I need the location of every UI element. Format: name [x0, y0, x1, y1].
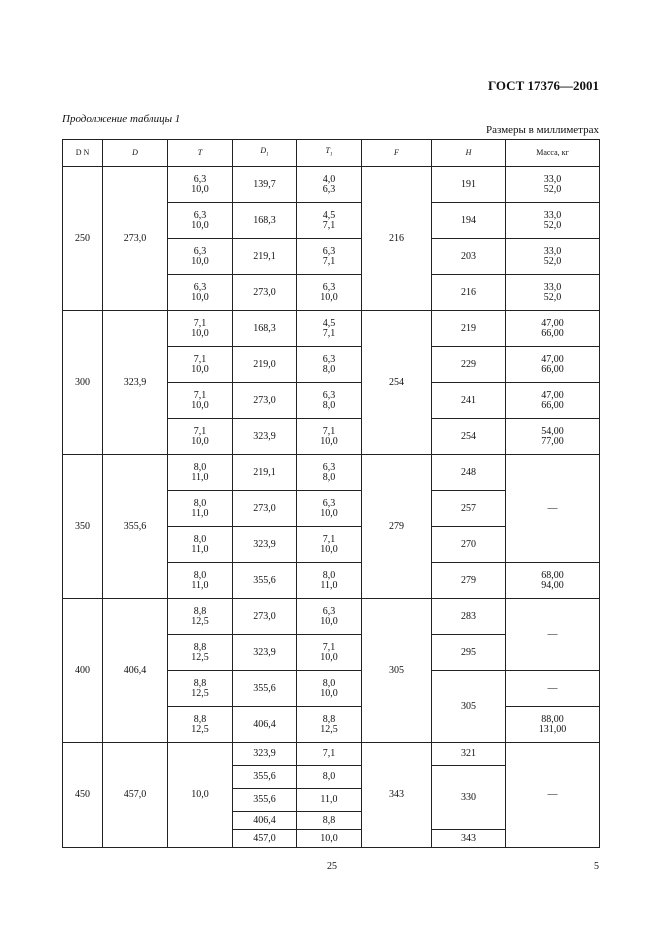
cell-t1: 7,1 10,0 — [297, 635, 362, 671]
cell-h: 219 — [432, 311, 506, 347]
cell-d1: 273,0 — [233, 491, 297, 527]
header-d1-sub: 1 — [266, 152, 269, 158]
cell-dn: 250 — [63, 167, 103, 311]
table-row — [63, 599, 600, 635]
header-row — [63, 140, 600, 167]
cell-d1: 273,0 — [233, 275, 297, 311]
cell-d1: 323,9 — [233, 743, 297, 766]
cell-d1: 273,0 — [233, 383, 297, 419]
cell-mass: 33,0 52,0 — [506, 239, 600, 275]
cell-t1: 6,3 10,0 — [297, 491, 362, 527]
cell-h: 241 — [432, 383, 506, 419]
cell-d: 457,0 — [103, 743, 168, 848]
cell-h: 229 — [432, 347, 506, 383]
cell-d1: 168,3 — [233, 311, 297, 347]
cell-d1: 273,0 — [233, 599, 297, 635]
cell-mass-dash: — — [506, 671, 600, 707]
cell-mass: 68,00 94,00 — [506, 563, 600, 599]
header-d: D — [103, 140, 168, 167]
cell-mass: 33,0 52,0 — [506, 203, 600, 239]
cell-d1: 168,3 — [233, 203, 297, 239]
cell-h: 216 — [432, 275, 506, 311]
cell-h: 295 — [432, 635, 506, 671]
header-t1-main: T — [325, 145, 330, 155]
cell-t: 6,3 10,0 — [168, 275, 233, 311]
cell-h: 270 — [432, 527, 506, 563]
table-row — [63, 311, 600, 347]
cell-h: 279 — [432, 563, 506, 599]
cell-t1: 4,5 7,1 — [297, 203, 362, 239]
cell-t: 6,3 10,0 — [168, 167, 233, 203]
page-number: 25 — [327, 861, 337, 872]
cell-dn: 400 — [63, 599, 103, 743]
cell-mass: 54,00 77,00 — [506, 419, 600, 455]
cell-t: 8,0 11,0 — [168, 527, 233, 563]
page-number-right: 5 — [594, 861, 599, 872]
cell-d1: 406,4 — [233, 812, 297, 830]
cell-h: 343 — [432, 830, 506, 848]
cell-dn: 350 — [63, 455, 103, 599]
cell-t1: 7,1 — [297, 743, 362, 766]
cell-mass: 88,00 131,00 — [506, 707, 600, 743]
cell-mass-dash: — — [506, 599, 600, 671]
cell-d1: 139,7 — [233, 167, 297, 203]
table-caption: Продолжение таблицы 1 — [62, 113, 181, 125]
cell-t: 7,1 10,0 — [168, 383, 233, 419]
cell-mass-dash: — — [506, 455, 600, 563]
cell-t1: 4,0 6,3 — [297, 167, 362, 203]
cell-d1: 457,0 — [233, 830, 297, 848]
standard-number: ГОСТ 17376—2001 — [487, 78, 599, 93]
cell-h: 248 — [432, 455, 506, 491]
cell-h: 283 — [432, 599, 506, 635]
table-row — [63, 167, 600, 203]
cell-t1: 7,1 10,0 — [297, 527, 362, 563]
cell-d1: 323,9 — [233, 419, 297, 455]
cell-f: 305 — [362, 599, 432, 743]
header-t1-sub: 1 — [329, 152, 333, 158]
cell-t: 6,3 10,0 — [168, 203, 233, 239]
cell-t: 8,0 11,0 — [168, 455, 233, 491]
cell-t: 7,1 10,0 — [168, 347, 233, 383]
cell-f: 254 — [362, 311, 432, 455]
header-t: T — [168, 140, 233, 167]
table-row — [63, 455, 600, 491]
cell-t1: 6,3 10,0 — [297, 599, 362, 635]
cell-d1: 219,0 — [233, 347, 297, 383]
cell-t1: 6,3 10,0 — [297, 275, 362, 311]
cell-h: 330 — [432, 766, 506, 830]
cell-dn: 300 — [63, 311, 103, 455]
units-note: Размеры в миллиметрах — [486, 124, 599, 136]
cell-d1: 219,1 — [233, 455, 297, 491]
cell-d1: 323,9 — [233, 635, 297, 671]
cell-mass: 33,0 52,0 — [506, 167, 600, 203]
cell-t: 8,0 11,0 — [168, 563, 233, 599]
cell-mass: 33,0 52,0 — [506, 275, 600, 311]
cell-d: 323,9 — [103, 311, 168, 455]
cell-t: 6,3 10,0 — [168, 239, 233, 275]
cell-mass: 47,00 66,00 — [506, 347, 600, 383]
header-f: F — [362, 140, 432, 167]
header-dn: D N — [63, 140, 103, 167]
cell-t1: 8,0 11,0 — [297, 563, 362, 599]
cell-t: 8,8 12,5 — [168, 599, 233, 635]
cell-h: 203 — [432, 239, 506, 275]
cell-t1: 8,0 10,0 — [297, 671, 362, 707]
cell-d1: 355,6 — [233, 671, 297, 707]
header-mass: Масса, кг — [506, 140, 600, 167]
cell-h: 305 — [432, 671, 506, 743]
cell-t1: 7,1 10,0 — [297, 419, 362, 455]
cell-h: 321 — [432, 743, 506, 766]
cell-t: 8,8 12,5 — [168, 671, 233, 707]
cell-h: 194 — [432, 203, 506, 239]
cell-t: 7,1 10,0 — [168, 419, 233, 455]
cell-t: 8,8 12,5 — [168, 707, 233, 743]
cell-h: 254 — [432, 419, 506, 455]
cell-f: 279 — [362, 455, 432, 599]
cell-t: 7,1 10,0 — [168, 311, 233, 347]
cell-d1: 406,4 — [233, 707, 297, 743]
cell-dn: 450 — [63, 743, 103, 848]
dimensions-table — [62, 139, 600, 848]
cell-mass-dash: — — [506, 743, 600, 848]
cell-d1: 219,1 — [233, 239, 297, 275]
cell-t1: 8,8 12,5 — [297, 707, 362, 743]
cell-mass: 47,00 66,00 — [506, 311, 600, 347]
cell-f: 216 — [362, 167, 432, 311]
cell-d: 406,4 — [103, 599, 168, 743]
cell-h: 191 — [432, 167, 506, 203]
cell-d1: 355,6 — [233, 766, 297, 789]
cell-t1: 6,3 8,0 — [297, 347, 362, 383]
cell-d1: 355,6 — [233, 789, 297, 812]
cell-t: 10,0 — [168, 743, 233, 848]
cell-t1: 6,3 8,0 — [297, 455, 362, 491]
cell-d1: 355,6 — [233, 563, 297, 599]
cell-d1: 323,9 — [233, 527, 297, 563]
cell-t: 8,0 11,0 — [168, 491, 233, 527]
cell-t1: 8,8 — [297, 812, 362, 830]
header-d1-main: D — [260, 145, 267, 155]
cell-d: 355,6 — [103, 455, 168, 599]
header-t1 — [297, 140, 362, 167]
cell-t1: 6,3 8,0 — [297, 383, 362, 419]
cell-h: 257 — [432, 491, 506, 527]
cell-t: 8,8 12,5 — [168, 635, 233, 671]
cell-f: 343 — [362, 743, 432, 848]
table-row — [63, 743, 600, 766]
cell-t1: 4,5 7,1 — [297, 311, 362, 347]
cell-t1: 6,3 7,1 — [297, 239, 362, 275]
cell-t1: 8,0 — [297, 766, 362, 789]
cell-t1: 11,0 — [297, 789, 362, 812]
header-d1 — [233, 140, 297, 167]
cell-t1: 10,0 — [297, 830, 362, 848]
cell-mass: 47,00 66,00 — [506, 383, 600, 419]
cell-d: 273,0 — [103, 167, 168, 311]
header-h: H — [432, 140, 506, 167]
